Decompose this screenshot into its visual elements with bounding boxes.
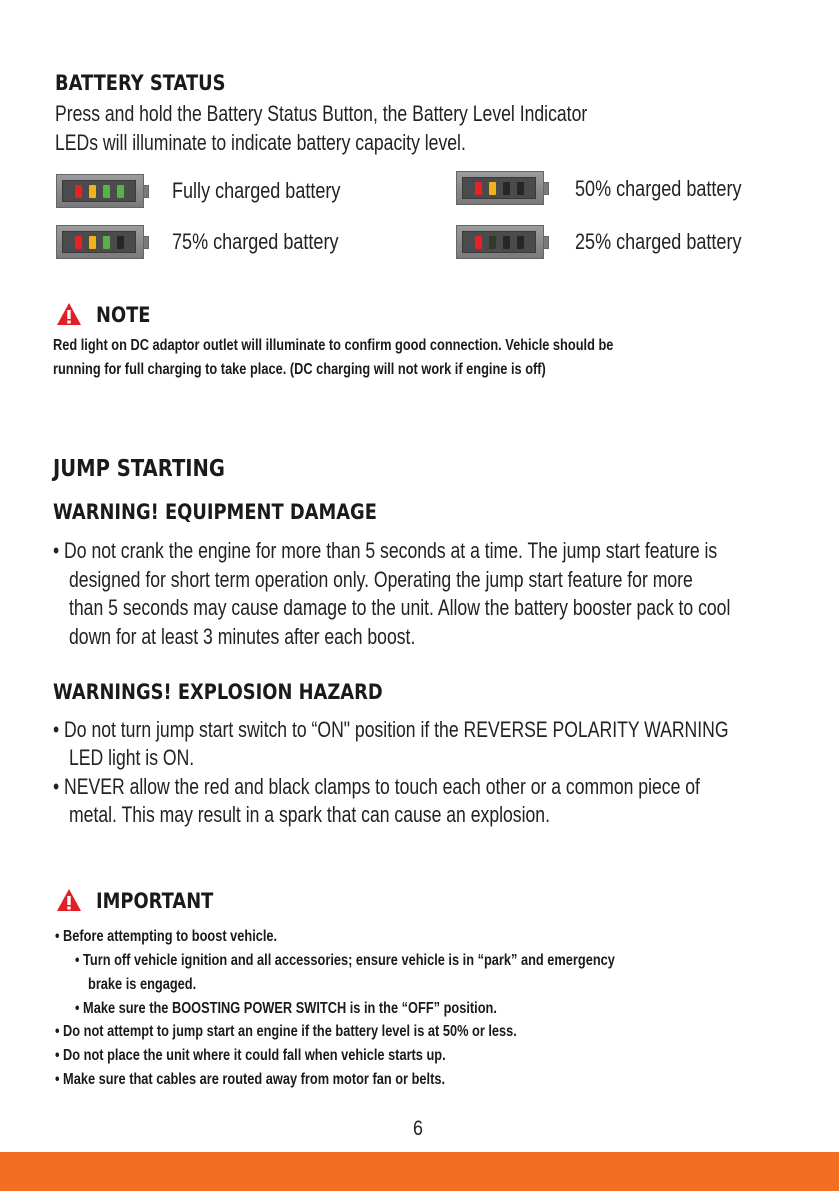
warning2-line: metal. This may result in a spark that can cause an explosion. [69, 802, 550, 827]
warning1-line: than 5 seconds may cause damage to the unit. Allow the battery booster pack to cool [69, 595, 731, 620]
jump-starting-heading: JUMP STARTING [53, 456, 225, 482]
warning2-line: • NEVER allow the red and black clamps to touch each other or a common piece of [53, 774, 700, 799]
important-item: • Do not attempt to jump start an engine if the battery level is at 50% or less. [55, 1023, 517, 1040]
warning-icon [56, 888, 82, 912]
important-item: • Turn off vehicle ignition and all accessories; ensure vehicle is in “park” and emergency [75, 952, 615, 969]
led-amber [89, 236, 96, 249]
battery-icon-50 [456, 171, 544, 205]
led-off [517, 236, 524, 249]
note-title: NOTE [96, 303, 151, 327]
warning-icon [56, 302, 82, 326]
led-off [517, 182, 524, 195]
battery-icon-25 [456, 225, 544, 259]
battery-level-label-full: Fully charged battery [172, 178, 341, 203]
battery-level-label-75: 75% charged battery [172, 229, 339, 254]
battery-status-intro-line1: Press and hold the Battery Status Button, the Battery Level Indicator [55, 101, 588, 126]
led-off [117, 236, 124, 249]
led-green [103, 185, 110, 198]
battery-icon-full [56, 174, 144, 208]
led-amber [89, 185, 96, 198]
warning1-line: designed for short term operation only. Operating the jump start feature for more [69, 567, 693, 592]
led-off [503, 182, 510, 195]
led-green [117, 185, 124, 198]
battery-icon-75 [56, 225, 144, 259]
important-item: brake is engaged. [88, 976, 197, 993]
battery-status-heading: BATTERY STATUS [55, 71, 226, 95]
warning1-line: • Do not crank the engine for more than 5 seconds at a time. The jump start feature is [53, 538, 718, 563]
battery-status-intro-line2: LEDs will illuminate to indicate battery capacity level. [55, 130, 466, 155]
note-line1: Red light on DC adaptor outlet will illuminate to confirm good connection. Vehicle should be [53, 337, 614, 354]
led-off [503, 236, 510, 249]
footer-accent-bar [0, 1152, 839, 1191]
led-red [75, 185, 82, 198]
led-amber [489, 182, 496, 195]
important-item: • Before attempting to boost vehicle. [55, 928, 278, 945]
note-line2: running for full charging to take place. (DC charging will not work if engine is off) [53, 361, 546, 378]
warning2-line: LED light is ON. [69, 745, 195, 770]
led-red [75, 236, 82, 249]
important-item: • Do not place the unit where it could fall when vehicle starts up. [55, 1047, 446, 1064]
led-green [103, 236, 110, 249]
battery-level-label-25: 25% charged battery [575, 229, 742, 254]
warning-explosion-hazard-title: WARNINGS! EXPLOSION HAZARD [53, 680, 383, 704]
warning-equipment-damage-title: WARNING! EQUIPMENT DAMAGE [53, 500, 377, 524]
led-red [475, 236, 482, 249]
important-item: • Make sure the BOOSTING POWER SWITCH is in the “OFF” position. [75, 1000, 497, 1017]
led-off [489, 236, 496, 249]
important-title: IMPORTANT [96, 889, 214, 913]
warning2-line: • Do not turn jump start switch to “ON" position if the REVERSE POLARITY WARNING [53, 717, 729, 742]
warning1-line: down for at least 3 minutes after each boost. [69, 624, 416, 649]
led-red [475, 182, 482, 195]
important-item: • Make sure that cables are routed away from motor fan or belts. [55, 1071, 446, 1088]
page-number: 6 [413, 1117, 423, 1140]
battery-level-label-50: 50% charged battery [575, 176, 742, 201]
